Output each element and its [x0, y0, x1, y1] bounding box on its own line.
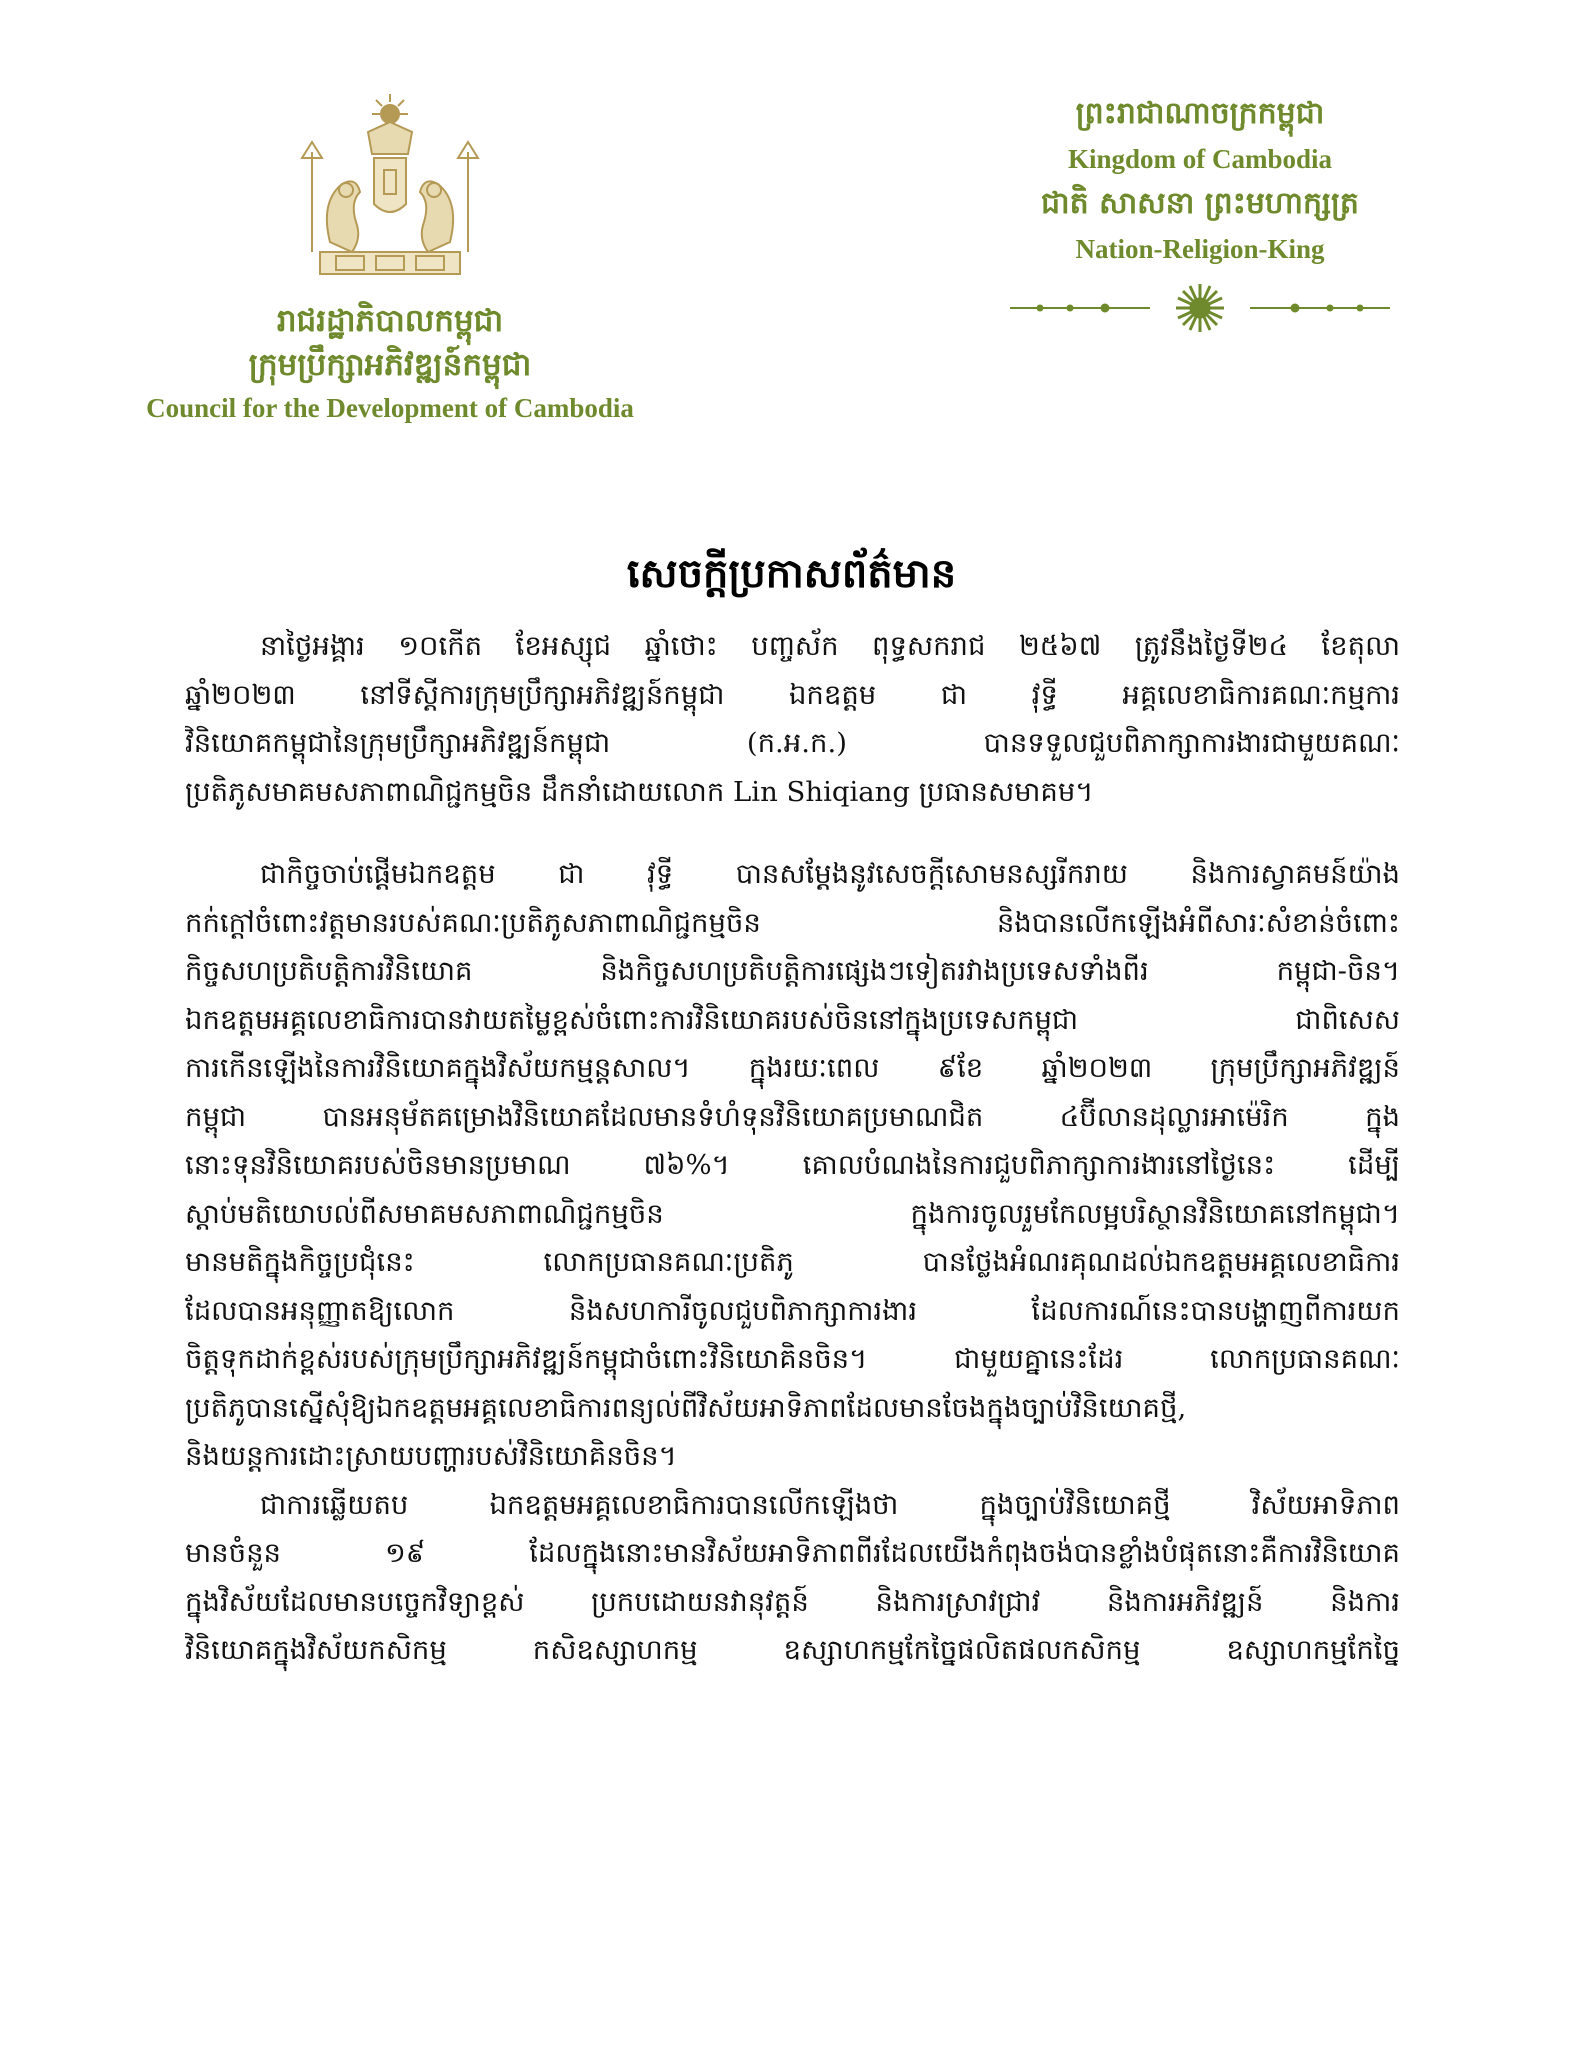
paragraph-line: ឯកឧត្ដមអគ្គលេខាធិការបានវាយតម្លៃខ្ពស់ចំពោះការវិនិយោគរបស់ចិននៅក្នុងប្រទេសកម្ពុជា ជាពិសេស [185, 1003, 1400, 1036]
paragraph-3 [185, 1481, 1400, 1675]
paragraph-line: ចិត្តទុកដាក់ខ្ពស់របស់ក្រុមប្រឹក្សាអភិវឌ្ឍន៍កម្ពុជាចំពោះវិនិយោគិនចិន។ ជាមួយគ្នានេះដែរ លោកប្រធានគណៈ [185, 1343, 1400, 1375]
government-name-khmer: រាជរដ្ឋាភិបាលកម្ពុជា [276, 303, 504, 339]
paragraph-line: ប្រតិភូបានស្នើសុំឱ្យឯកឧត្ដមអគ្គលេខាធិការពន្យល់ពីវិស័យអាទិភាពដែលមានចែងក្នុងច្បាប់វិនិយោគថ្មី, [185, 1391, 1187, 1424]
left-header [80, 300, 700, 428]
council-name-khmer: ក្រុមប្រឹក្សាអភិវឌ្ឍន៍កម្ពុជា [248, 347, 532, 383]
paragraph-line: មានចំនួន ១៩ ដែលក្នុងនោះមានវិស័យអាទិភាពពីរដែលយើងកំពុងចង់បានខ្លាំងបំផុតនោះគឺការវិនិយោគ [185, 1537, 1400, 1569]
paragraph-line: នោះទុនវិនិយោគរបស់ចិនមានប្រមាណ ៧៦%។ គោលបំណងនៃការជួបពិភាក្សាការងារនៅថ្ងៃនេះ ដើម្បី [185, 1149, 1400, 1181]
right-header [990, 92, 1410, 272]
paragraph-1 [185, 622, 1400, 816]
paragraph-2 [185, 850, 1400, 1481]
paragraph-line: កក់ក្ដៅចំពោះវត្តមានរបស់គណៈប្រតិភូសភាពាណិជ្ជកម្មចិន និងបានលើកឡើងអំពីសារៈសំខាន់ចំពោះ [185, 906, 1400, 939]
paragraph-line: ឆ្នាំ២០២៣ នៅទីស្ដីការក្រុមប្រឹក្សាអភិវឌ្ឍន៍កម្ពុជា ឯកឧត្ដម ជា វុទ្ធី អគ្គលេខាធិការគណៈកម្មការ [185, 678, 1400, 711]
paragraph-line: ដែលបានអនុញ្ញាតឱ្យលោក និងសហការីចូលជួបពិភាក្សាការងារ ដែលការណ៍នេះបានបង្ហាញពីការយក [185, 1294, 1400, 1327]
ornamental-divider-icon [1010, 278, 1390, 338]
paragraph-line: នាថ្ងៃអង្គារ ១០កើត ខែអស្សុជ ឆ្នាំថោះ បញ្ចស័ក ពុទ្ធសករាជ ២៥៦៧ ត្រូវនឹងថ្ងៃទី២៤ ខែតុលា [260, 630, 1400, 662]
royal-coat-of-arms-emblem [290, 92, 490, 282]
document-title: សេចក្ដីប្រកាសព័ត៌មាន [626, 550, 957, 597]
paragraph-line: និងយន្ដការដោះស្រាយបញ្ហារបស់វិនិយោគិនចិន។ [185, 1440, 677, 1472]
motto-english: Nation-Religion-King [1075, 234, 1325, 264]
paragraph-line: ក្នុងវិស័យដែលមានបច្ចេកវិទ្យាខ្ពស់ ប្រកបដោយនវានុវត្តន៍ និងការស្រាវជ្រាវ និងការអភិវឌ្ឍន៍ និងការ [185, 1585, 1400, 1618]
paragraph-line: ប្រតិភូសមាគមសភាពាណិជ្ជកម្មចិន ដឹកនាំដោយលោក Lin Shiqiang ប្រធានសមាគម។ [185, 775, 1094, 808]
paragraph-line: កម្ពុជា បានអនុម័តគម្រោងវិនិយោគដែលមានទំហំទុនវិនិយោគប្រមាណជិត ៤ប៊ីលានដុល្លារអាម៉េរិក ក្នុង [185, 1100, 1400, 1133]
kingdom-name-khmer: ព្រះរាជាណាចក្រកម្ពុជា [1075, 96, 1325, 131]
paragraph-line: ជាការឆ្លើយតប ឯកឧត្ដមអគ្គលេខាធិការបានលើកឡើងថា ក្នុងច្បាប់វិនិយោគថ្មី វិស័យអាទិភាព [260, 1488, 1400, 1521]
motto-khmer: ជាតិ សាសនា ព្រះមហាក្សត្រ [1041, 186, 1359, 221]
council-name-english: Council for the Development of Cambodia [146, 393, 634, 423]
paragraph-line: កិច្ចសហប្រតិបត្តិការវិនិយោគ និងកិច្ចសហប្រតិបត្តិការផ្សេងៗទៀតរវាងប្រទេសទាំងពីរ កម្ពុជា-ចិន។ [185, 955, 1400, 987]
paragraph-line: ស្ដាប់មតិយោបល់ពីសមាគមសភាពាណិជ្ជកម្មចិន ក្នុងការចូលរួមកែលម្អបរិស្ថានវិនិយោគនៅកម្ពុជា។ [185, 1197, 1400, 1230]
paragraph-line: ការកើនឡើងនៃការវិនិយោគក្នុងវិស័យកម្មន្តសាល។ ក្នុងរយៈពេល ៩ខែ ឆ្នាំ២០២៣ ក្រុមប្រឹក្សាអភិវឌ្ឍន៍ [185, 1052, 1400, 1084]
kingdom-name-english: Kingdom of Cambodia [1067, 144, 1333, 174]
document-body [185, 622, 1400, 1675]
paragraph-line: វិនិយោគកម្ពុជានៃក្រុមប្រឹក្សាអភិវឌ្ឍន៍កម្ពុជា (ក.អ.ក.) បានទទួលជួបពិភាក្សាការងារជាមួយគណៈ [185, 727, 1400, 759]
paragraph-line: មានមតិក្នុងកិច្ចប្រជុំនេះ លោកប្រធានគណៈប្រតិភូ បានថ្លែងអំណរគុណដល់ឯកឧត្ដមអគ្គលេខាធិការ [185, 1246, 1400, 1278]
paragraph-line: វិនិយោគក្នុងវិស័យកសិកម្ម កសិឧស្សាហកម្ម ឧស្សាហកម្មកែច្នៃផលិតផលកសិកម្ម ឧស្សាហកម្មកែច្នៃ [185, 1634, 1400, 1666]
paragraph-line: ជាកិច្ចចាប់ផ្ដើមឯកឧត្ដម ជា វុទ្ធី បានសម្ដែងនូវសេចក្ដីសោមនស្សរីករាយ និងការស្វាគមន៍យ៉ាង [260, 858, 1400, 890]
